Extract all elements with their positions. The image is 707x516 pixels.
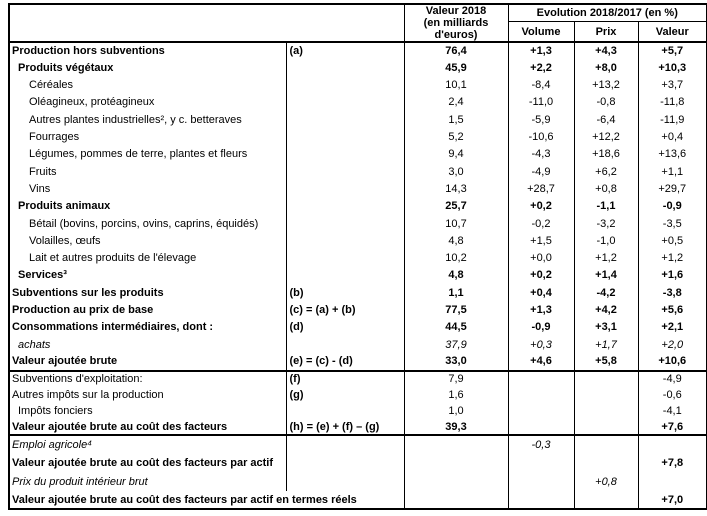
- cell-valeur-2018: 2,4: [404, 94, 508, 111]
- table-row: [9, 198, 707, 215]
- agricultural-accounts-table: [8, 3, 707, 510]
- cell-prix: +6,2: [574, 163, 638, 180]
- cell-volume: +28,7: [508, 180, 574, 197]
- table-row: [9, 491, 707, 510]
- cell-prix: [574, 387, 638, 403]
- cell-volume: [508, 472, 574, 491]
- cell-valeur: -0,6: [662, 388, 682, 401]
- cell-valeur-2018: 1,5: [404, 111, 508, 128]
- cell-prix: +3,1: [574, 319, 638, 336]
- cell-valeur-2018: 44,5: [404, 319, 508, 336]
- cell-valeur-2018: [404, 491, 508, 510]
- header-row-top: [9, 4, 707, 22]
- cell-prix: +1,2: [574, 250, 638, 267]
- row-formula: [286, 111, 404, 128]
- row-label: Valeur ajoutée brute au coût des facteurs par actif: [9, 454, 286, 473]
- cell-volume: +0,3: [508, 336, 574, 353]
- cell-valeur-2018: 25,7: [404, 198, 508, 215]
- cell-valeur: +1,6: [661, 269, 684, 282]
- table-row: [9, 387, 707, 403]
- table-row: [9, 267, 707, 284]
- row-label: Lait et autres produits de l'élevage: [9, 250, 286, 267]
- row-formula: [286, 215, 404, 232]
- cell-prix: [574, 435, 638, 454]
- table-row: [9, 111, 707, 128]
- cell-valeur: -4,9: [638, 371, 707, 387]
- row-formula: [286, 128, 404, 145]
- cell-prix: +0,8: [574, 180, 638, 197]
- table-row: [9, 284, 707, 301]
- cell-valeur: [638, 435, 707, 454]
- cell-valeur-2018: 10,7: [404, 215, 508, 232]
- row-formula: [286, 267, 404, 284]
- cell-valeur: -3,8: [662, 286, 682, 299]
- row-label: Production hors subventions: [9, 42, 286, 59]
- cell-valeur-2018: [404, 435, 508, 454]
- row-formula: (f): [286, 371, 404, 387]
- cell-volume: -8,4: [508, 77, 574, 94]
- column-header-volume: Volume: [508, 22, 574, 42]
- cell-valeur-2018: 3,0: [404, 163, 508, 180]
- cell-volume: -0,2: [508, 215, 574, 232]
- column-header-prix: Prix: [574, 22, 638, 42]
- cell-prix: +13,2: [574, 77, 638, 94]
- cell-volume: +0,2: [508, 198, 574, 215]
- table-row: [9, 250, 707, 267]
- cell-valeur: -11,9: [660, 113, 685, 126]
- cell-valeur: +0,5: [661, 234, 684, 247]
- cell-volume: [508, 387, 574, 403]
- cell-valeur-2018: 76,4: [404, 42, 508, 59]
- valeur-2018-line1: Valeur 2018: [425, 5, 487, 17]
- row-formula: [286, 163, 404, 180]
- row-formula: [286, 250, 404, 267]
- cell-valeur: +3,7: [661, 79, 684, 92]
- cell-valeur-2018: 1,0: [404, 403, 508, 419]
- table-row: [9, 319, 707, 336]
- cell-valeur: +1,2: [661, 252, 684, 265]
- cell-valeur: +2,0: [661, 338, 684, 351]
- row-formula: [286, 454, 404, 473]
- row-formula: (c) = (a) + (b): [286, 301, 404, 318]
- cell-prix: +4,3: [574, 42, 638, 59]
- row-label: Consommations intermédiaires, dont :: [9, 319, 286, 336]
- cell-volume: -11,0: [508, 94, 574, 111]
- row-label: Oléagineux, protéagineux: [9, 94, 286, 111]
- cell-valeur-2018: 4,8: [404, 267, 508, 284]
- table-row: [9, 232, 707, 249]
- column-header-evolution: Evolution 2018/2017 (en %): [508, 4, 707, 22]
- row-label: Valeur ajoutée brute au coût des facteurs par actif en termes réels: [9, 491, 404, 510]
- cell-prix: +8,0: [574, 59, 638, 76]
- cell-valeur-2018: 37,9: [404, 336, 508, 353]
- cell-valeur-2018: 5,2: [404, 128, 508, 145]
- table-row: [9, 215, 707, 232]
- cell-volume: -4,3: [508, 146, 574, 163]
- row-label: Légumes, pommes de terre, plantes et fleurs: [9, 146, 286, 163]
- row-label: Subventions d'exploitation:: [9, 371, 286, 387]
- cell-valeur-2018: 77,5: [404, 301, 508, 318]
- row-formula: [286, 232, 404, 249]
- table-row: [9, 435, 707, 454]
- cell-prix: -4,2: [574, 284, 638, 301]
- table-row: [9, 94, 707, 111]
- cell-valeur-2018: 39,3: [404, 419, 508, 435]
- row-label: Impôts fonciers: [9, 403, 286, 419]
- cell-valeur: [638, 472, 707, 491]
- row-label: Bétail (bovins, porcins, ovins, caprins, équidés): [9, 215, 286, 232]
- row-formula: [286, 180, 404, 197]
- cell-prix: [574, 491, 638, 510]
- cell-volume: -4,9: [508, 163, 574, 180]
- row-formula: [286, 336, 404, 353]
- table-row: [9, 454, 707, 473]
- row-label: Valeur ajoutée brute au coût des facteurs: [9, 419, 286, 435]
- cell-prix: -1,0: [574, 232, 638, 249]
- row-formula: [286, 59, 404, 76]
- column-header-valeur: Valeur: [638, 22, 707, 42]
- cell-volume: -0,9: [508, 319, 574, 336]
- cell-volume: +1,3: [508, 42, 574, 59]
- cell-valeur: +7,8: [661, 457, 684, 470]
- cell-volume: +1,5: [508, 232, 574, 249]
- row-label: Volailles, œufs: [9, 232, 286, 249]
- row-label: Céréales: [9, 77, 286, 94]
- cell-volume: -10,6: [508, 128, 574, 145]
- row-formula: (e) = (c) - (d): [286, 353, 404, 370]
- row-formula: [286, 435, 404, 454]
- cell-prix: +1,4: [574, 267, 638, 284]
- cell-volume: +0,2: [508, 267, 574, 284]
- cell-valeur: +0,4: [661, 131, 684, 144]
- cell-volume: -0,3: [508, 435, 574, 454]
- cell-valeur-2018: 7,9: [404, 371, 508, 387]
- row-label: Fourrages: [9, 128, 286, 145]
- cell-valeur-2018: 10,1: [404, 77, 508, 94]
- row-formula: (h) = (e) + (f) – (g): [286, 419, 404, 435]
- cell-valeur: +13,6: [658, 148, 687, 161]
- cell-valeur-2018: 4,8: [404, 232, 508, 249]
- cell-volume: [508, 403, 574, 419]
- table-row: [9, 77, 707, 94]
- cell-valeur: -0,9: [662, 200, 682, 213]
- cell-valeur: +5,6: [661, 304, 684, 317]
- cell-prix: -0,8: [574, 94, 638, 111]
- cell-volume: +2,2: [508, 59, 574, 76]
- cell-volume: +4,6: [508, 353, 574, 370]
- cell-volume: [508, 454, 574, 473]
- table-row: [9, 42, 707, 59]
- cell-valeur-2018: 45,9: [404, 59, 508, 76]
- row-label: Produits animaux: [9, 198, 286, 215]
- cell-prix: [574, 419, 638, 435]
- table-row: [9, 336, 707, 353]
- cell-valeur: +10,6: [658, 355, 687, 368]
- table-row: [9, 353, 707, 370]
- row-label: achats: [9, 336, 286, 353]
- cell-valeur: +2,1: [661, 321, 684, 334]
- row-label: Autres plantes industrielles², y c. betteraves: [9, 111, 286, 128]
- row-formula: (d): [286, 319, 404, 336]
- row-label: Fruits: [9, 163, 286, 180]
- row-label: Services³: [9, 267, 286, 284]
- cell-valeur-2018: [404, 454, 508, 473]
- row-label: Prix du produit intérieur brut: [9, 472, 286, 491]
- cell-valeur-2018: 10,2: [404, 250, 508, 267]
- row-label: Valeur ajoutée brute: [9, 353, 286, 370]
- cell-valeur: +5,7: [661, 45, 684, 58]
- cell-volume: +1,3: [508, 301, 574, 318]
- row-formula: (g): [286, 387, 404, 403]
- cell-valeur-2018: 1,1: [404, 284, 508, 301]
- cell-volume: +0,0: [508, 250, 574, 267]
- cell-valeur: +7,6: [661, 420, 684, 433]
- cell-prix: +18,6: [574, 146, 638, 163]
- row-label: Emploi agricole⁴: [9, 435, 286, 454]
- row-formula: [286, 77, 404, 94]
- cell-prix: +1,7: [574, 336, 638, 353]
- table-row: [9, 301, 707, 318]
- valeur-2018-line3: d'euros): [434, 29, 478, 41]
- table-row: [9, 403, 707, 419]
- row-formula: [286, 403, 404, 419]
- header-corner-cell: [9, 4, 404, 42]
- column-header-valeur-2018: [404, 4, 508, 42]
- row-label: Produits végétaux: [9, 59, 286, 76]
- cell-volume: [508, 419, 574, 435]
- row-formula: [286, 198, 404, 215]
- cell-valeur-2018: 9,4: [404, 146, 508, 163]
- cell-valeur: -11,8: [660, 96, 685, 109]
- cell-valeur: +1,1: [661, 165, 684, 178]
- cell-prix: +4,2: [574, 301, 638, 318]
- cell-valeur: +10,3: [658, 61, 687, 74]
- valeur-2018-line2: (en milliards: [423, 17, 489, 29]
- cell-valeur-2018: 33,0: [404, 353, 508, 370]
- row-label: Autres impôts sur la production: [9, 387, 286, 403]
- cell-volume: +0,4: [508, 284, 574, 301]
- row-formula: (b): [286, 284, 404, 301]
- cell-prix: -6,4: [574, 111, 638, 128]
- cell-prix: +0,8: [574, 472, 638, 491]
- cell-valeur: +29,7: [658, 182, 687, 195]
- cell-prix: +12,2: [574, 128, 638, 145]
- cell-volume: [508, 371, 574, 387]
- row-formula: (a): [286, 42, 404, 59]
- cell-valeur: -3,5: [662, 217, 682, 230]
- cell-prix: +5,8: [574, 353, 638, 370]
- table-row: [9, 371, 707, 387]
- table-row: [9, 472, 707, 491]
- cell-valeur-2018: 14,3: [404, 180, 508, 197]
- cell-valeur: -4,1: [662, 405, 682, 418]
- row-label: Vins: [9, 180, 286, 197]
- table-row: [9, 146, 707, 163]
- table-row: [9, 128, 707, 145]
- cell-prix: -3,2: [574, 215, 638, 232]
- row-label: Production au prix de base: [9, 301, 286, 318]
- table-row: [9, 59, 707, 76]
- cell-prix: -1,1: [574, 198, 638, 215]
- row-formula: [286, 146, 404, 163]
- table-body: [9, 42, 707, 509]
- cell-valeur-2018: 1,6: [404, 387, 508, 403]
- cell-volume: -5,9: [508, 111, 574, 128]
- cell-valeur-2018: [404, 472, 508, 491]
- row-formula: [286, 472, 404, 491]
- table-row: [9, 163, 707, 180]
- cell-valeur: +7,0: [661, 493, 684, 506]
- table-row: [9, 180, 707, 197]
- table-row: [9, 419, 707, 435]
- cell-prix: [574, 403, 638, 419]
- row-label: Subventions sur les produits: [9, 284, 286, 301]
- cell-prix: [574, 454, 638, 473]
- row-formula: [286, 94, 404, 111]
- cell-prix: [574, 371, 638, 387]
- cell-volume: [508, 491, 574, 510]
